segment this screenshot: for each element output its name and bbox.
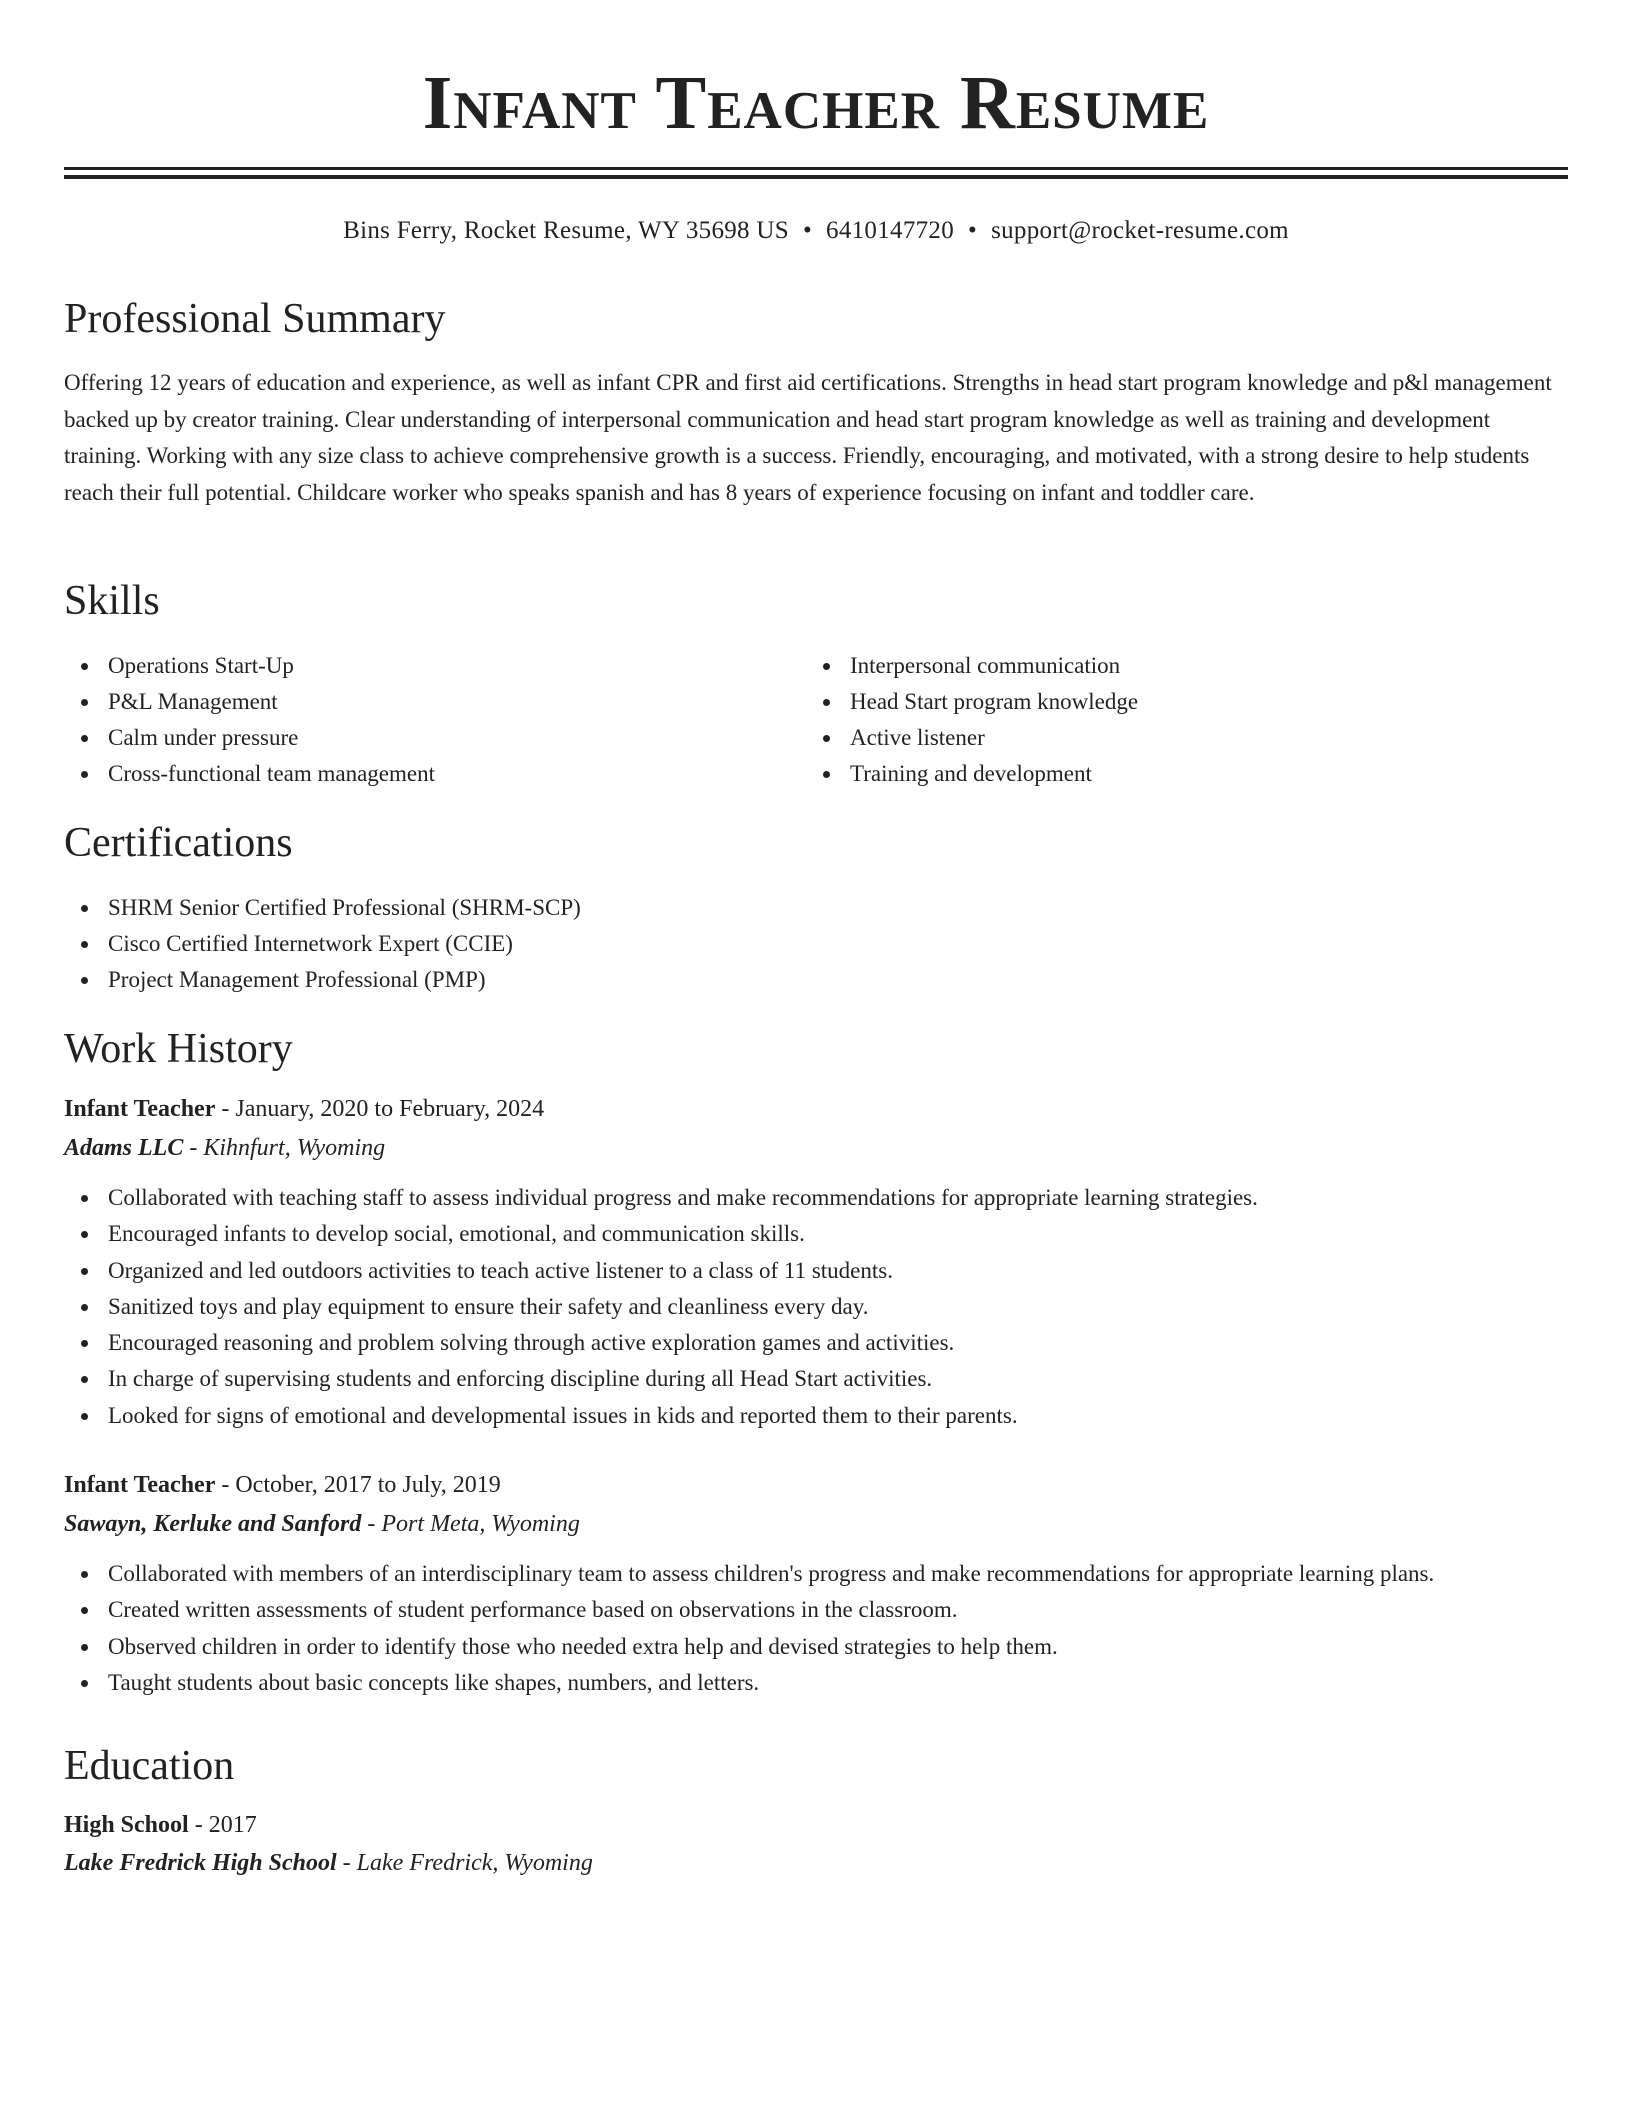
contact-line (64, 214, 1568, 248)
section-heading-skills: Skills (64, 578, 160, 624)
education-school-line (64, 1846, 593, 1880)
job-bullet: Taught students about basic concepts like shapes, numbers, and letters. (64, 1665, 1568, 1701)
skill-item: Active listener (806, 720, 1546, 756)
job-bullet: Organized and led outdoors activities to teach active listener to a class of 11 students. (64, 1253, 1568, 1289)
contact-separator: • (802, 217, 813, 244)
job-company-line (64, 1131, 385, 1165)
job-company-line (64, 1507, 580, 1541)
title-divider-bottom (64, 175, 1568, 179)
job-bullet: Created written assessments of student performance based on observations in the classroom. (64, 1592, 1568, 1628)
education-location: - Lake Fredrick, Wyoming (336, 1850, 593, 1876)
contact-separator: • (968, 217, 978, 244)
job-title: Infant Teacher (64, 1472, 216, 1498)
contact-address: Bins Ferry, Rocket Resume, WY 35698 US (343, 217, 789, 244)
section-heading-work-history: Work History (64, 1026, 293, 1072)
job-location: - Kihnfurt, Wyoming (183, 1135, 386, 1161)
resume-title: Infant Teacher Resume (422, 61, 1210, 145)
job-bullet: Encouraged reasoning and problem solving through active exploration games and activities. (64, 1325, 1568, 1361)
section-heading-education: Education (64, 1743, 235, 1789)
job-bullet: In charge of supervising students and enforcing discipline during all Head Start activities. (64, 1361, 1568, 1397)
section-heading-certifications: Certifications (64, 820, 293, 866)
summary-text: Offering 12 years of education and experience, as well as infant CPR and first aid certifications. Strengths in head start program knowledge and p&l management backed up by creator training. Clear understanding of interpersonal communication and head start program knowledge as well as training and development training. Working with any size class to achieve comprehensive growth is a success. Friendly, encouraging, and motivated, with a strong desire to help students reach their full potential. Childcare worker who speaks spanish and has 8 years of experience focusing on infant and toddler care. (64, 370, 1552, 505)
job-title: Infant Teacher (64, 1096, 216, 1122)
education-degree-line (64, 1808, 257, 1842)
skill-item: Head Start program knowledge (806, 684, 1546, 720)
job-bullet: Observed children in order to identify those who needed extra help and devised strategies to help them. (64, 1629, 1568, 1665)
contact-phone: 6410147720 (826, 217, 955, 244)
skills-list-right (806, 648, 1546, 792)
job-bullets (64, 1180, 1568, 1434)
skill-item: Cross-functional team management (64, 756, 804, 792)
skill-item: Interpersonal communication (806, 648, 1546, 684)
job-title-line (64, 1092, 544, 1126)
skill-item: Calm under pressure (64, 720, 804, 756)
title-divider-top (64, 167, 1568, 170)
job-bullet: Collaborated with members of an interdisciplinary team to assess children's progress and make recommendations for appropriate learning plans. (64, 1556, 1568, 1592)
certification-item: Project Management Professional (PMP) (64, 962, 1568, 998)
job-bullet: Encouraged infants to develop social, emotional, and communication skills. (64, 1216, 1568, 1252)
contact-email: support@rocket-resume.com (991, 217, 1289, 244)
education-year: - 2017 (188, 1812, 257, 1838)
certifications-list (64, 890, 1568, 998)
job-title-line (64, 1468, 501, 1502)
job-dates: - October, 2017 to July, 2019 (215, 1472, 501, 1498)
job-bullet: Sanitized toys and play equipment to ensure their safety and cleanliness every day. (64, 1289, 1568, 1325)
skill-item: Operations Start-Up (64, 648, 804, 684)
skill-item: Training and development (806, 756, 1546, 792)
certification-item: SHRM Senior Certified Professional (SHRM-SCP) (64, 890, 1568, 926)
section-heading-summary: Professional Summary (64, 296, 446, 342)
education-degree: High School (64, 1812, 189, 1838)
job-location: - Port Meta, Wyoming (361, 1511, 580, 1537)
skill-item: P&L Management (64, 684, 804, 720)
certification-item: Cisco Certified Internetwork Expert (CCIE) (64, 926, 1568, 962)
job-dates: - January, 2020 to February, 2024 (215, 1096, 545, 1122)
job-company: Sawayn, Kerluke and Sanford (64, 1511, 362, 1537)
job-bullet: Looked for signs of emotional and developmental issues in kids and reported them to their parents. (64, 1398, 1568, 1434)
education-school: Lake Fredrick High School (64, 1850, 337, 1876)
skills-list-left (64, 648, 804, 792)
job-bullets (64, 1556, 1568, 1701)
job-bullet: Collaborated with teaching staff to assess individual progress and make recommendations for appropriate learning strategies. (64, 1180, 1568, 1216)
job-company: Adams LLC (64, 1135, 184, 1161)
